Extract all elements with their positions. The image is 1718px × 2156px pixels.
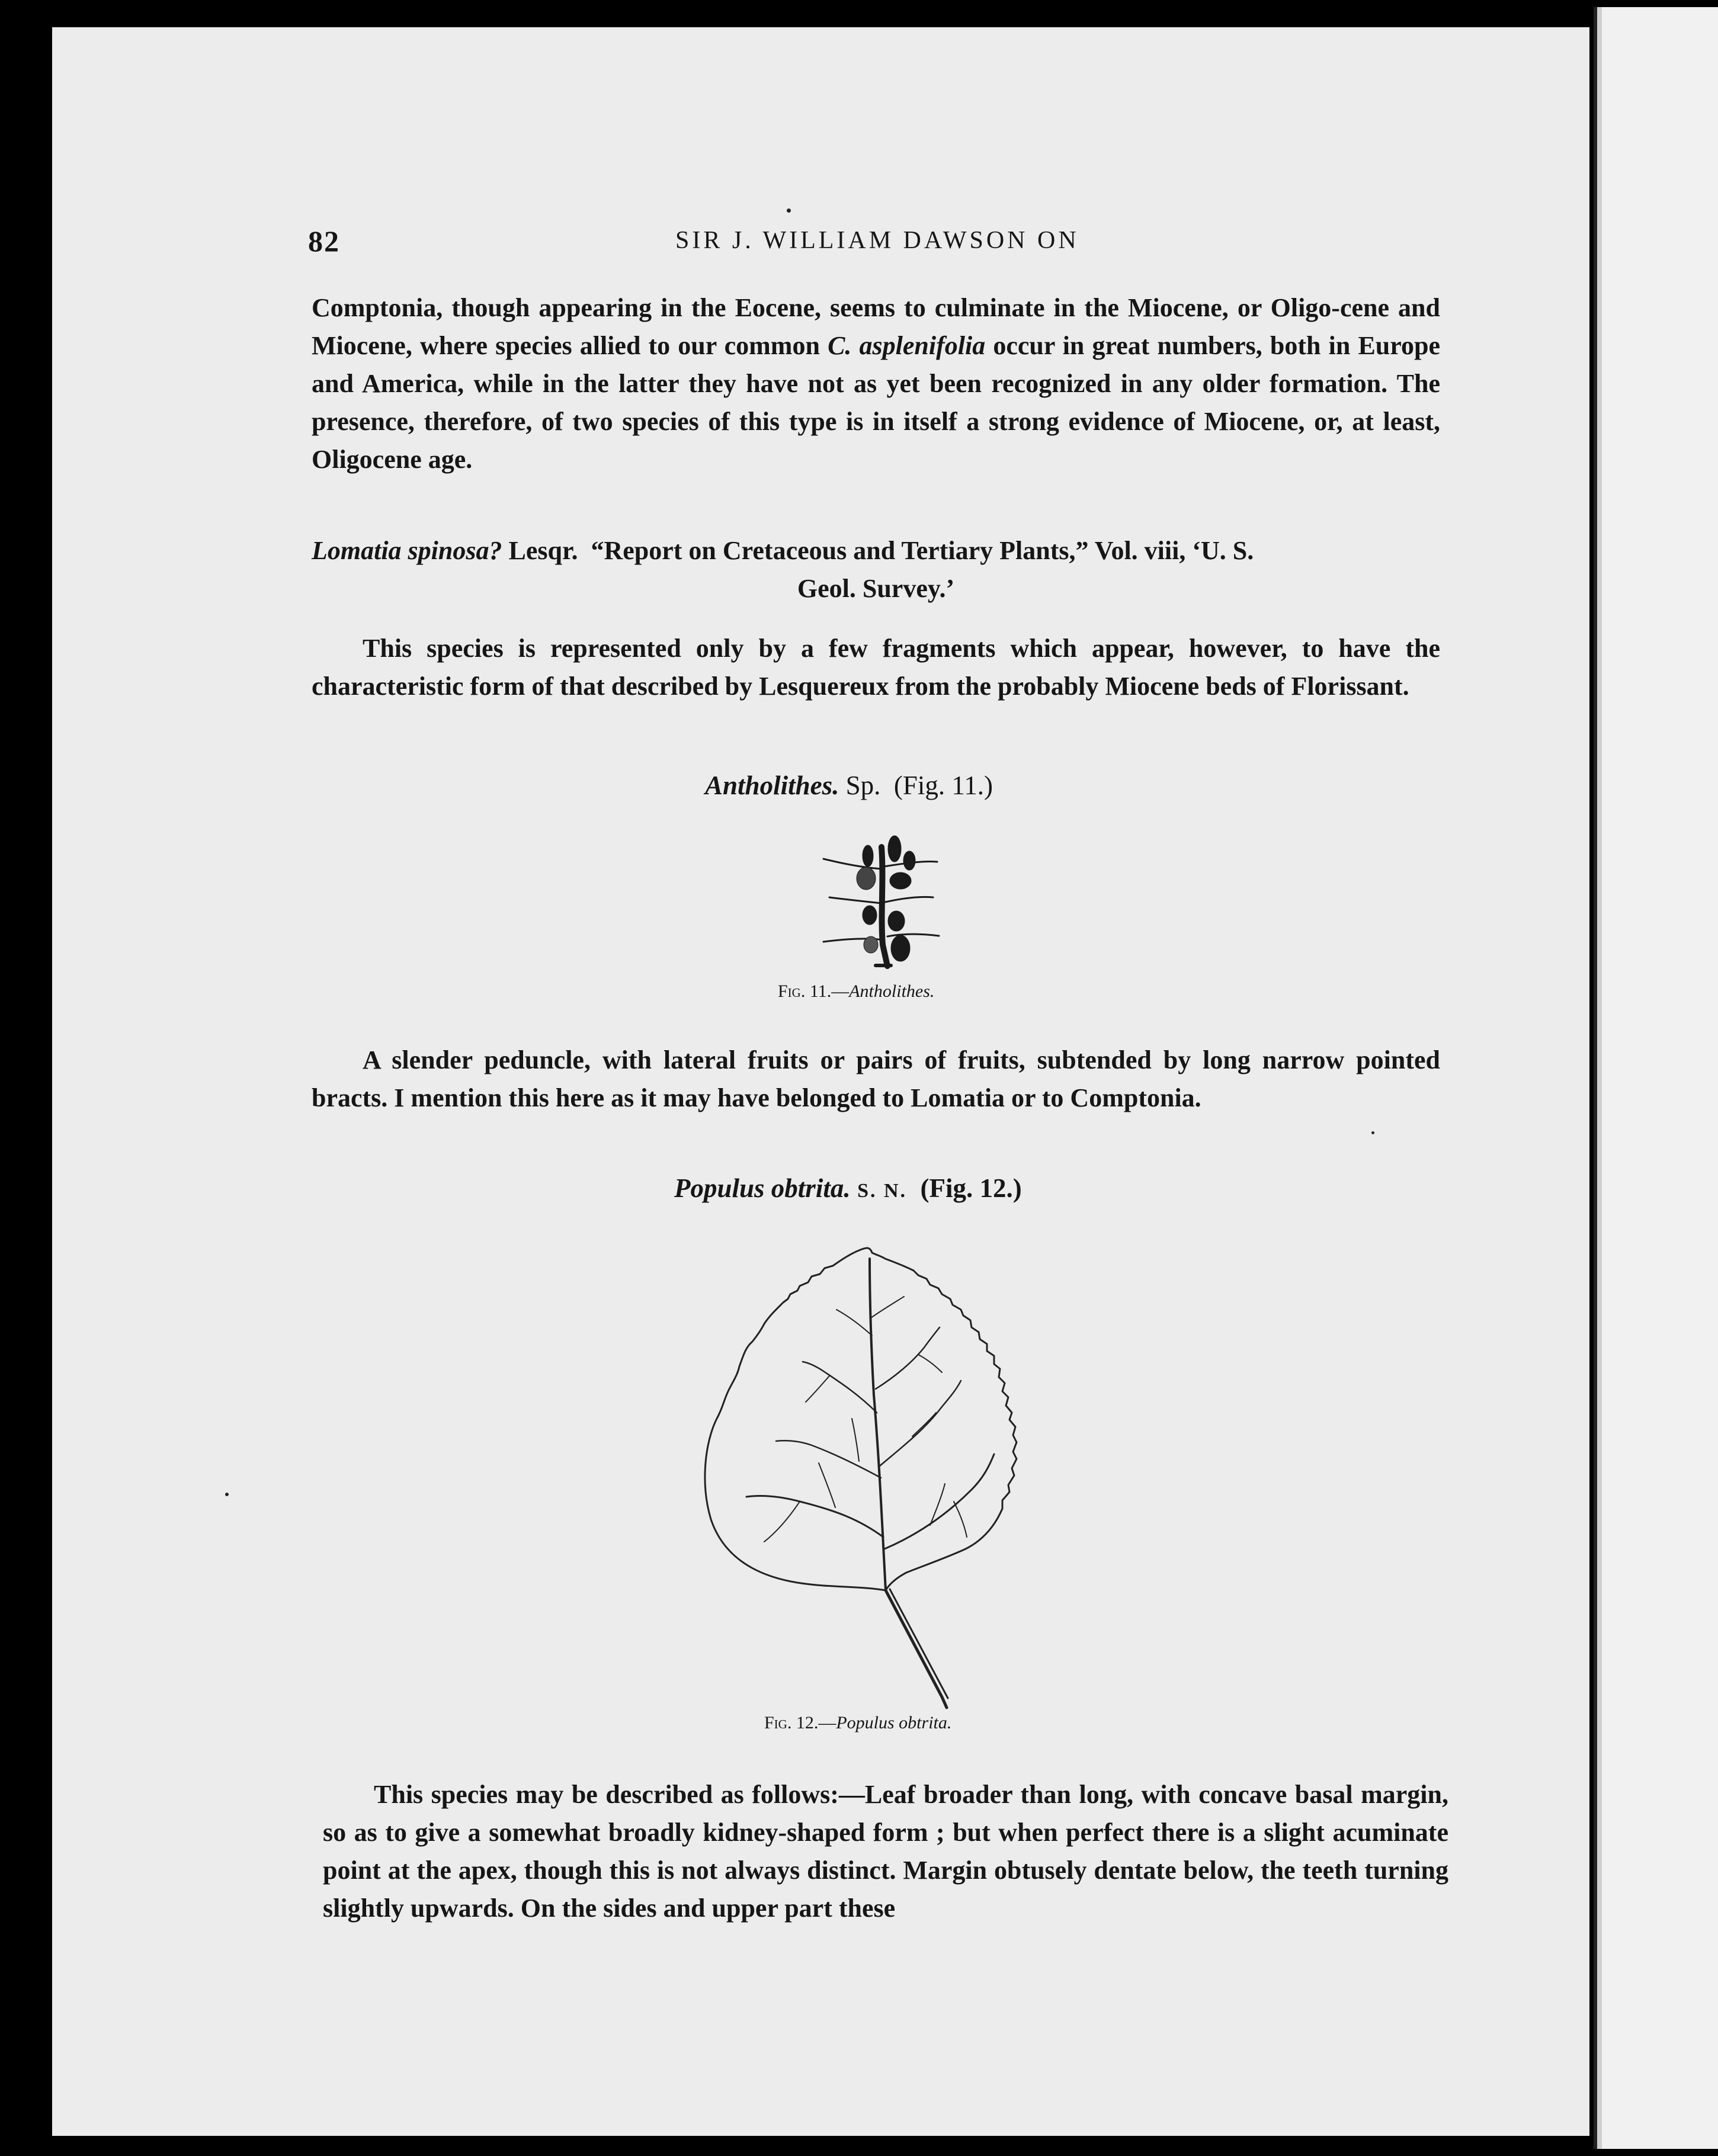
antholithes-rest: Sp. (Fig. 11.) [839,771,993,800]
populus-fig: (Fig. 12.) [907,1173,1022,1203]
paragraph-lomatia: This species is represented only by a few fragments which appear, however, to have the characteristic form of that described by Lesquereux from the probably Miocene beds of Florissant. [312,634,1440,701]
leaf-outline [705,1248,1017,1590]
figure-12-populus-leaf [681,1241,1084,1715]
figure-11-antholithes [812,832,954,974]
leaf-vein [876,1327,940,1389]
leaf-vein [776,1440,881,1478]
lomatia-citation: “Report on Cretaceous and Tertiary Plants,” Vol. viii, ‘U. S. [578,536,1254,565]
lomatia-reference [312,532,1440,608]
lomatia-author: Lesqr. [502,536,578,565]
adjacent-page-edge [1594,7,1718,2149]
heading-populus [674,1173,1022,1204]
caption-fig-12 [764,1713,951,1733]
caption-prefix: Fig. 11.— [778,981,850,1001]
paragraph-populus: This species may be described as follows:—Leaf broader than long, with concave basal margin, so as to give a somewhat broadly kidney-shaped form ; but when perfect there is a slight acuminate point at the apex, though this is not always distinct. Margin obtusely dentate below, the teeth turning slightly upwards. On the sides and upper part these [323,1780,1448,1923]
speck [1371,1131,1374,1134]
text-run: occur in great numbers, both in Europe and America, while in the latter they have not as yet been recognized in any older formation. The presence, therefore, of two species of this type is in itself a strong evidence of Miocene, or, at least, Oligocene age. [312,331,1440,474]
leaf-vein [880,1381,961,1466]
speck [787,208,791,213]
leaf-vein [912,1413,936,1436]
species-name: C. asplenifolia [828,331,986,360]
running-title: SIR J. WILLIAM DAWSON ON [675,227,1079,254]
leaf-petiole-edge [890,1589,948,1698]
populus-sn: S. N. [850,1180,908,1202]
caption-title: Populus obtrita. [836,1713,952,1732]
leaf-vein [806,1376,829,1402]
caption-prefix: Fig. 12.— [764,1713,836,1732]
speck [225,1493,229,1496]
page-number: 82 [308,224,340,258]
caption-title: Antholithes. [849,981,935,1001]
leaf-midrib [870,1259,886,1590]
populus-name: Populus obtrita. [674,1173,851,1203]
leaf-vein [819,1463,835,1507]
running-head [308,224,1434,265]
page-gutter-shadow [1597,7,1602,2149]
paragraph-antholithes: A slender peduncle, with lateral fruits or pairs of fruits, subtended by long narrow pointed bracts. I mention this here as it may have belonged to Lomatia or to Comptonia. [312,1045,1440,1112]
leaf-vein [803,1362,877,1413]
antholithes-name: Antholithes. [705,771,839,800]
leaf-vein [871,1297,904,1318]
leaf-vein [764,1502,800,1542]
leaf-petiole [886,1590,947,1708]
text-run: Comptonia, though appearing in the Eocene, seems to culminate in the Miocene, or Oligo-cene and Miocene, where species allied to our common [312,293,1440,360]
paragraph-comptonia [312,289,1440,479]
heading-antholithes [705,770,993,801]
leaf-vein [918,1355,942,1372]
leaf-vein [746,1496,883,1537]
leaf-vein [954,1502,967,1537]
lomatia-citation-line2: Geol. Survey.’ [797,574,955,603]
leaf-vein [836,1310,872,1336]
caption-fig-11 [778,981,934,1002]
lomatia-name: Lomatia spinosa? [312,536,502,565]
leaf-vein [852,1419,859,1461]
